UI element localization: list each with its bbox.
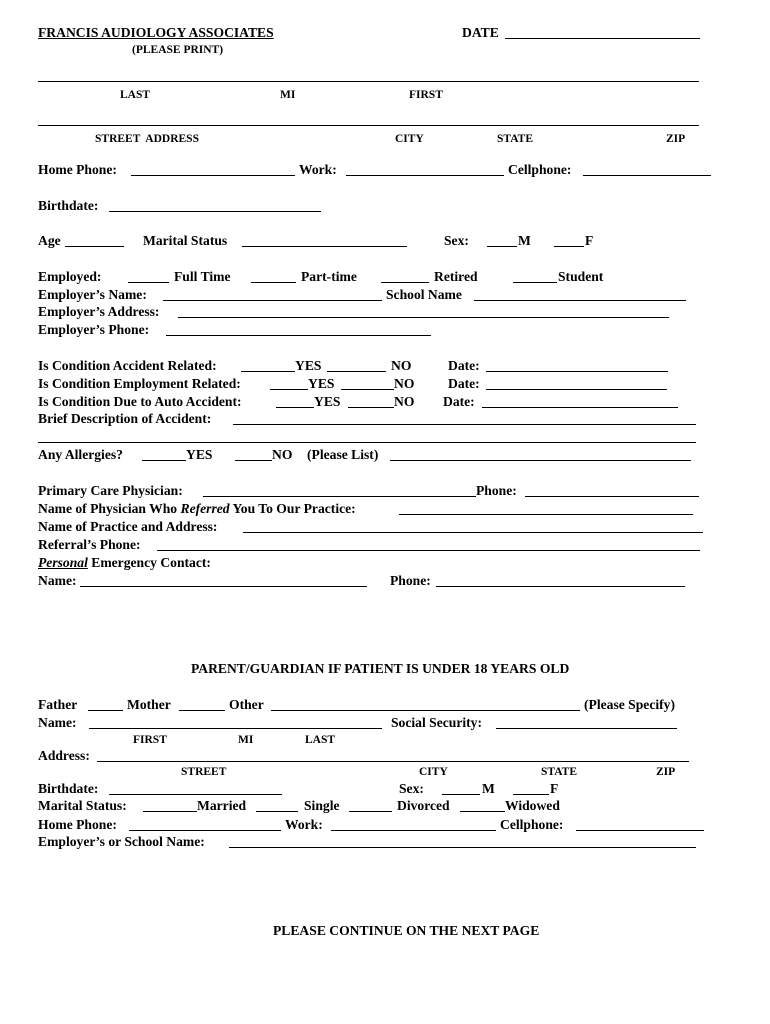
guardian-name-label: Name: xyxy=(38,715,77,730)
guardian-name-field[interactable] xyxy=(89,728,382,729)
referring-physician-field[interactable] xyxy=(399,514,693,515)
employment-date-field[interactable] xyxy=(486,389,667,390)
divorced-option: Divorced xyxy=(397,798,450,813)
state-caption: STATE xyxy=(497,133,534,145)
allergies-yes-field[interactable] xyxy=(142,460,186,461)
part-time-field[interactable] xyxy=(251,282,296,283)
emergency-name-label: Name: xyxy=(38,573,77,588)
auto-no-option: NO xyxy=(394,394,415,409)
referring-physician-label xyxy=(38,501,356,517)
allergies-yes-option: YES xyxy=(186,447,213,462)
school-name-label: School Name xyxy=(386,287,462,302)
school-name-field[interactable] xyxy=(474,300,686,301)
continue-note: PLEASE CONTINUE ON THE NEXT PAGE xyxy=(273,923,540,938)
guardian-cellphone-field[interactable] xyxy=(576,830,704,831)
accident-date-field[interactable] xyxy=(486,371,668,372)
cellphone-label: Cellphone: xyxy=(508,162,572,177)
guardian-last-caption: LAST xyxy=(305,734,336,746)
primary-physician-label: Primary Care Physician: xyxy=(38,483,183,498)
last-name-caption: LAST xyxy=(120,89,151,101)
sex-label: Sex: xyxy=(444,233,469,248)
guardian-zip-caption: ZIP xyxy=(656,766,676,778)
guardian-state-caption: STATE xyxy=(541,766,578,778)
home-phone-label: Home Phone: xyxy=(38,162,117,177)
primary-phone-label: Phone: xyxy=(476,483,517,498)
zip-caption: ZIP xyxy=(666,133,686,145)
single-field[interactable] xyxy=(256,811,298,812)
auto-accident-label: Is Condition Due to Auto Accident: xyxy=(38,394,242,409)
cellphone-field[interactable] xyxy=(583,175,711,176)
employer-name-field[interactable] xyxy=(163,300,382,301)
employment-yes-option: YES xyxy=(308,376,335,391)
auto-yes-option: YES xyxy=(314,394,341,409)
auto-yes-field[interactable] xyxy=(276,407,314,408)
accident-yes-field[interactable] xyxy=(241,371,295,372)
mother-label: Mother xyxy=(127,697,171,712)
practice-address-field[interactable] xyxy=(243,532,703,533)
street-caption: STREET ADDRESS xyxy=(95,133,199,145)
student-option: Student xyxy=(558,269,604,284)
referring-physician-text: Name of Physician Who xyxy=(38,501,181,516)
accident-no-field[interactable] xyxy=(327,371,386,372)
brief-description-field-2[interactable] xyxy=(38,442,696,443)
retired-field[interactable] xyxy=(381,282,429,283)
retired-option: Retired xyxy=(434,269,478,284)
guardian-heading: PARENT/GUARDIAN IF PATIENT IS UNDER 18 YEARS OLD xyxy=(191,661,570,676)
first-name-caption: FIRST xyxy=(409,89,443,101)
sex-m-field[interactable] xyxy=(487,246,517,247)
marital-status-field[interactable] xyxy=(242,246,407,247)
marital-status-label: Marital Status xyxy=(143,233,228,248)
employer-address-label: Employer’s Address: xyxy=(38,304,160,319)
employment-yes-field[interactable] xyxy=(270,389,308,390)
employer-address-field[interactable] xyxy=(178,317,669,318)
primary-phone-field[interactable] xyxy=(525,496,699,497)
employer-phone-field[interactable] xyxy=(166,335,431,336)
guardian-home-phone-field[interactable] xyxy=(129,830,281,831)
allergies-no-option: NO xyxy=(272,447,293,462)
mother-field[interactable] xyxy=(179,710,225,711)
sex-m-option: M xyxy=(518,233,531,248)
father-label: Father xyxy=(38,697,78,712)
please-print-note: (PLEASE PRINT) xyxy=(132,44,224,56)
guardian-employer-label: Employer’s or School Name: xyxy=(38,834,205,849)
guardian-birthdate-label: Birthdate: xyxy=(38,781,99,796)
practice-name: FRANCIS AUDIOLOGY ASSOCIATES xyxy=(38,25,274,40)
age-label: Age xyxy=(38,233,61,248)
emergency-phone-field[interactable] xyxy=(436,586,685,587)
accident-no-option: NO xyxy=(391,358,412,373)
guardian-marital-label: Marital Status: xyxy=(38,798,127,813)
employment-related-label: Is Condition Employment Related: xyxy=(38,376,241,391)
auto-date-label: Date: xyxy=(443,394,475,409)
widowed-field[interactable] xyxy=(460,811,505,812)
auto-no-field[interactable] xyxy=(348,407,394,408)
birthdate-field[interactable] xyxy=(109,211,321,212)
patient-address-field[interactable] xyxy=(38,125,699,126)
accident-related-label: Is Condition Accident Related: xyxy=(38,358,217,373)
home-phone-field[interactable] xyxy=(131,175,295,176)
guardian-home-phone-label: Home Phone: xyxy=(38,817,117,832)
referral-phone-field[interactable] xyxy=(157,550,700,551)
guardian-sex-f-option: F xyxy=(550,781,559,796)
sex-f-field[interactable] xyxy=(554,246,584,247)
guardian-birthdate-field[interactable] xyxy=(109,794,282,795)
married-field[interactable] xyxy=(143,811,197,812)
patient-name-field[interactable] xyxy=(38,81,699,82)
other-label: Other xyxy=(229,697,264,712)
allergies-list-label: (Please List) xyxy=(307,447,379,462)
employment-no-option: NO xyxy=(394,376,415,391)
guardian-employer-field[interactable] xyxy=(229,847,696,848)
please-specify-label: (Please Specify) xyxy=(584,697,675,712)
employer-name-label: Employer’s Name: xyxy=(38,287,147,302)
allergies-no-field[interactable] xyxy=(235,460,272,461)
auto-date-field[interactable] xyxy=(482,407,678,408)
emergency-contact-label xyxy=(38,555,211,571)
date-label: DATE xyxy=(462,25,499,40)
guardian-first-caption: FIRST xyxy=(133,734,167,746)
personal-word: Personal xyxy=(38,555,88,570)
mi-caption: MI xyxy=(280,89,296,101)
guardian-work-field[interactable] xyxy=(331,830,496,831)
guardian-sex-m-field[interactable] xyxy=(442,794,480,795)
employed-label: Employed: xyxy=(38,269,102,284)
employment-date-label: Date: xyxy=(448,376,480,391)
city-caption: CITY xyxy=(395,133,424,145)
guardian-city-caption: CITY xyxy=(419,766,448,778)
guardian-mi-caption: MI xyxy=(238,734,254,746)
employment-no-field[interactable] xyxy=(341,389,394,390)
emergency-contact-text: Emergency Contact: xyxy=(87,555,211,570)
full-time-field[interactable] xyxy=(128,282,169,283)
allergies-list-field[interactable] xyxy=(390,460,691,461)
guardian-sex-f-field[interactable] xyxy=(513,794,549,795)
guardian-sex-label: Sex: xyxy=(399,781,424,796)
work-phone-field[interactable] xyxy=(346,175,504,176)
primary-physician-field[interactable] xyxy=(203,496,476,497)
father-field[interactable] xyxy=(88,710,123,711)
practice-address-label: Name of Practice and Address: xyxy=(38,519,218,534)
date-field[interactable] xyxy=(505,38,700,39)
divorced-field[interactable] xyxy=(349,811,392,812)
brief-description-field[interactable] xyxy=(233,424,696,425)
married-option: Married xyxy=(197,798,247,813)
birthdate-label: Birthdate: xyxy=(38,198,99,213)
sex-f-option: F xyxy=(585,233,594,248)
other-field[interactable] xyxy=(271,710,580,711)
accident-date-label: Date: xyxy=(448,358,480,373)
guardian-work-label: Work: xyxy=(285,817,323,832)
student-field[interactable] xyxy=(513,282,557,283)
emergency-phone-label: Phone: xyxy=(390,573,431,588)
employer-phone-label: Employer’s Phone: xyxy=(38,322,150,337)
referring-physician-text-2: You To Our Practice: xyxy=(229,501,356,516)
work-label: Work: xyxy=(299,162,337,177)
referral-phone-label: Referral’s Phone: xyxy=(38,537,141,552)
referred-word: Referred xyxy=(180,501,230,516)
guardian-sex-m-option: M xyxy=(482,781,495,796)
allergies-label: Any Allergies? xyxy=(38,447,123,462)
accident-yes-option: YES xyxy=(295,358,322,373)
age-field[interactable] xyxy=(65,246,124,247)
social-security-label: Social Security: xyxy=(391,715,482,730)
single-option: Single xyxy=(304,798,340,813)
emergency-name-field[interactable] xyxy=(80,586,367,587)
full-time-option: Full Time xyxy=(174,269,231,284)
guardian-address-label: Address: xyxy=(38,748,90,763)
brief-description-label: Brief Description of Accident: xyxy=(38,411,212,426)
guardian-address-field[interactable] xyxy=(97,761,689,762)
social-security-field[interactable] xyxy=(496,728,677,729)
guardian-street-caption: STREET xyxy=(181,766,227,778)
part-time-option: Part-time xyxy=(301,269,357,284)
widowed-option: Widowed xyxy=(505,798,560,813)
guardian-cellphone-label: Cellphone: xyxy=(500,817,564,832)
